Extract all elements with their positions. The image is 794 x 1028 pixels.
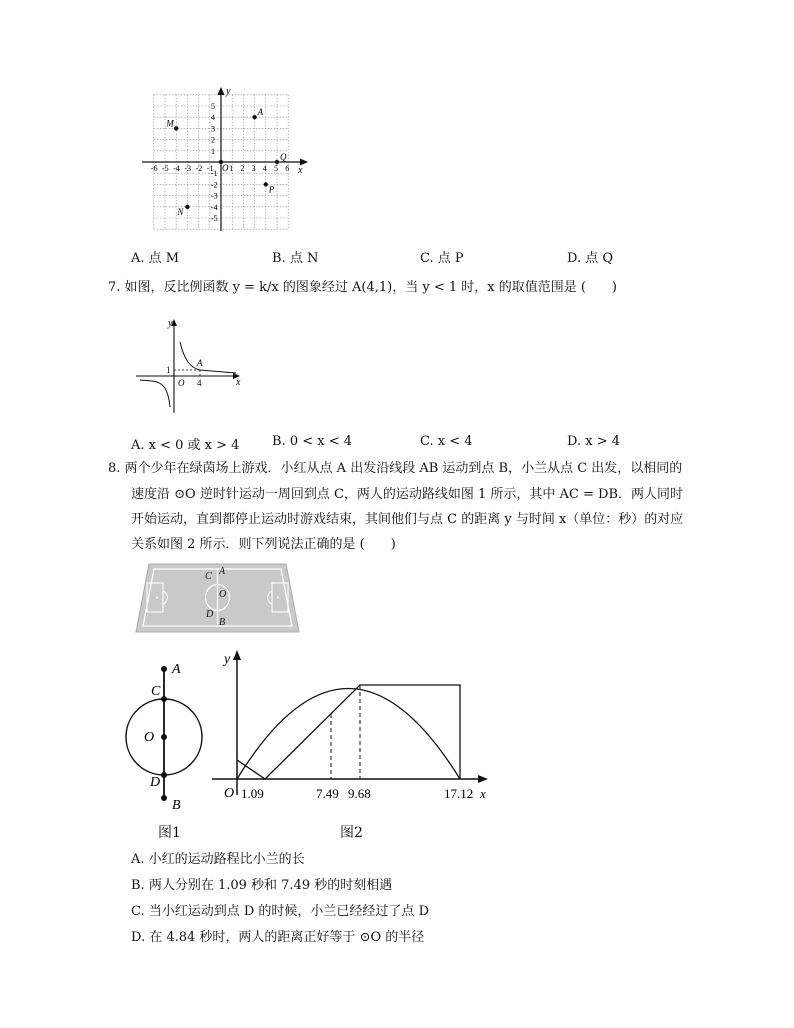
field-label-b: B bbox=[219, 617, 226, 628]
point-n-label: N bbox=[177, 206, 184, 217]
x-tick-label: 2 bbox=[240, 164, 245, 173]
x-tick-label: 1 bbox=[229, 164, 234, 173]
right-penalty-spot bbox=[277, 597, 279, 599]
left-penalty-spot bbox=[156, 597, 158, 599]
q8-stem-line-1: 8. 两个少年在绿茵场上游戏．小红从点 A 出发沿线段 AB 运动到点 B，小兰从点 C 出发，以相同的 bbox=[108, 461, 683, 476]
y-tick-label: -4 bbox=[211, 202, 218, 212]
point-a-label: A bbox=[257, 107, 264, 118]
field-label-c: C bbox=[205, 571, 212, 582]
figure-2-caption: 图2 bbox=[340, 825, 363, 841]
y-axis-label: y bbox=[168, 318, 173, 329]
point-n bbox=[185, 205, 189, 209]
x-tick-label: -6 bbox=[150, 164, 158, 173]
y-axis-arrow-icon bbox=[218, 87, 225, 95]
label-c: C bbox=[151, 684, 161, 699]
x-axis-label: x bbox=[480, 786, 486, 801]
point-q bbox=[275, 160, 279, 164]
y-tick-label: 4 bbox=[211, 113, 215, 123]
x-tick-label: -5 bbox=[162, 164, 169, 173]
point-d bbox=[161, 772, 167, 778]
y-tick-label: 1 bbox=[211, 146, 215, 156]
tick-label-1-09: 1.09 bbox=[241, 786, 264, 801]
x-tick-label: -2 bbox=[195, 164, 203, 173]
q7-hyperbola-figure bbox=[132, 315, 247, 415]
point-b bbox=[161, 795, 167, 801]
q6-option-d[interactable]: D. 点 Q bbox=[567, 251, 614, 266]
q6-option-a[interactable]: A. 点 M bbox=[131, 251, 180, 266]
x-axis-label: x bbox=[298, 165, 303, 176]
point-m-label: M bbox=[166, 118, 174, 129]
point-a-label: A bbox=[197, 358, 203, 368]
field-label-a: A bbox=[219, 566, 226, 577]
y-tick-label: -1 bbox=[211, 169, 218, 179]
y-tick-label: -3 bbox=[211, 191, 218, 201]
point-a bbox=[252, 115, 256, 119]
y-axis-label: y bbox=[224, 652, 231, 667]
x-tick-label: -4 bbox=[173, 164, 180, 173]
y-tick-label: -5 bbox=[211, 214, 218, 223]
label-a: A bbox=[172, 662, 181, 677]
x-tick-label: -3 bbox=[184, 164, 192, 173]
q8-option-c[interactable]: C. 当小红运动到点 D 的时候，小兰已经经过了点 D bbox=[131, 904, 429, 919]
hyperbola-branch-3 bbox=[140, 380, 170, 407]
hyperbola-branch-1 bbox=[180, 342, 236, 373]
y-tick-label: 2 bbox=[211, 135, 215, 145]
tick-label-7-49: 7.49 bbox=[316, 786, 339, 801]
q7-option-b[interactable]: B. 0 < x < 4 bbox=[272, 434, 353, 449]
xiaolan-distance-curve bbox=[237, 689, 460, 780]
x-axis-arrow-icon bbox=[478, 775, 488, 783]
origin-label: O bbox=[178, 378, 185, 388]
x-tick-label: -1 bbox=[206, 164, 214, 173]
tick-label-17-12: 17.12 bbox=[444, 786, 474, 801]
figure-2-graph bbox=[210, 645, 500, 810]
q7-option-c[interactable]: C. x < 4 bbox=[420, 434, 473, 449]
label-d: D bbox=[150, 775, 161, 790]
point-c bbox=[161, 696, 167, 702]
q6-option-b[interactable]: B. 点 N bbox=[272, 251, 319, 266]
q7-option-d[interactable]: D. x > 4 bbox=[567, 434, 620, 449]
figure-1-circle bbox=[118, 655, 213, 815]
tick-label-1: 1 bbox=[166, 365, 171, 375]
q8-stem-line-2: 速度沿 ⊙O 逆时针运动一周回到点 C，两人的运动路线如图 1 所示，其中 AC = DB．两人同时 bbox=[131, 487, 684, 502]
coordinate-grid-figure bbox=[138, 85, 318, 235]
figure-1-caption: 图1 bbox=[158, 825, 181, 841]
origin-label: O bbox=[222, 163, 229, 173]
point-q-label: Q bbox=[280, 152, 287, 162]
field-label-o: O bbox=[219, 589, 227, 600]
q6-option-c[interactable]: C. 点 P bbox=[420, 251, 464, 266]
y-tick-label: 5 bbox=[211, 102, 215, 111]
y-tick-label: 3 bbox=[211, 124, 215, 134]
field-label-d: D bbox=[206, 609, 214, 620]
y-axis-label: y bbox=[226, 86, 231, 97]
x-tick-label: 5 bbox=[274, 164, 278, 173]
q8-stem-line-3: 开始运动，直到都停止运动时游戏结束，其间他们与点 C 的距离 y 与时间 x（单位：秒）的对应 bbox=[131, 512, 684, 527]
x-tick-label: 4 bbox=[262, 164, 267, 173]
point-p bbox=[264, 182, 268, 186]
x-tick-label: 6 bbox=[285, 164, 290, 173]
q8-option-b[interactable]: B. 两人分别在 1.09 秒和 7.49 秒的时刻相遇 bbox=[131, 878, 393, 893]
q7-option-a[interactable]: A. x < 0 或 x > 4 bbox=[131, 438, 240, 453]
origin-label: O bbox=[224, 786, 235, 801]
tick-label-4: 4 bbox=[197, 378, 202, 388]
q8-option-d[interactable]: D. 在 4.84 秒时，两人的距离正好等于 ⊙O 的半径 bbox=[131, 930, 425, 945]
origin-point bbox=[219, 160, 223, 164]
q8-option-a[interactable]: A. 小红的运动路程比小兰的长 bbox=[131, 852, 305, 867]
point-m bbox=[174, 126, 178, 130]
y-tick-label: -2 bbox=[211, 180, 218, 190]
q8-stem-line-4: 关系如图 2 所示．则下列说法正确的是 ( ) bbox=[131, 537, 396, 552]
tick-label-9-68: 9.68 bbox=[348, 786, 371, 801]
label-b: B bbox=[172, 798, 181, 813]
point-a bbox=[161, 666, 167, 672]
x-axis-label: x bbox=[236, 377, 241, 388]
q7-stem: 7. 如图，反比例函数 y = k/x 的图象经过 A(4,1)，当 y < 1 时，x 的取值范围是 ( ) bbox=[108, 280, 618, 295]
soccer-field-figure bbox=[135, 562, 300, 634]
point-o bbox=[161, 734, 167, 740]
point-p-label: P bbox=[268, 184, 275, 195]
label-o: O bbox=[144, 730, 155, 745]
x-tick-label: 3 bbox=[251, 164, 256, 173]
y-axis-arrow-icon bbox=[233, 650, 241, 660]
